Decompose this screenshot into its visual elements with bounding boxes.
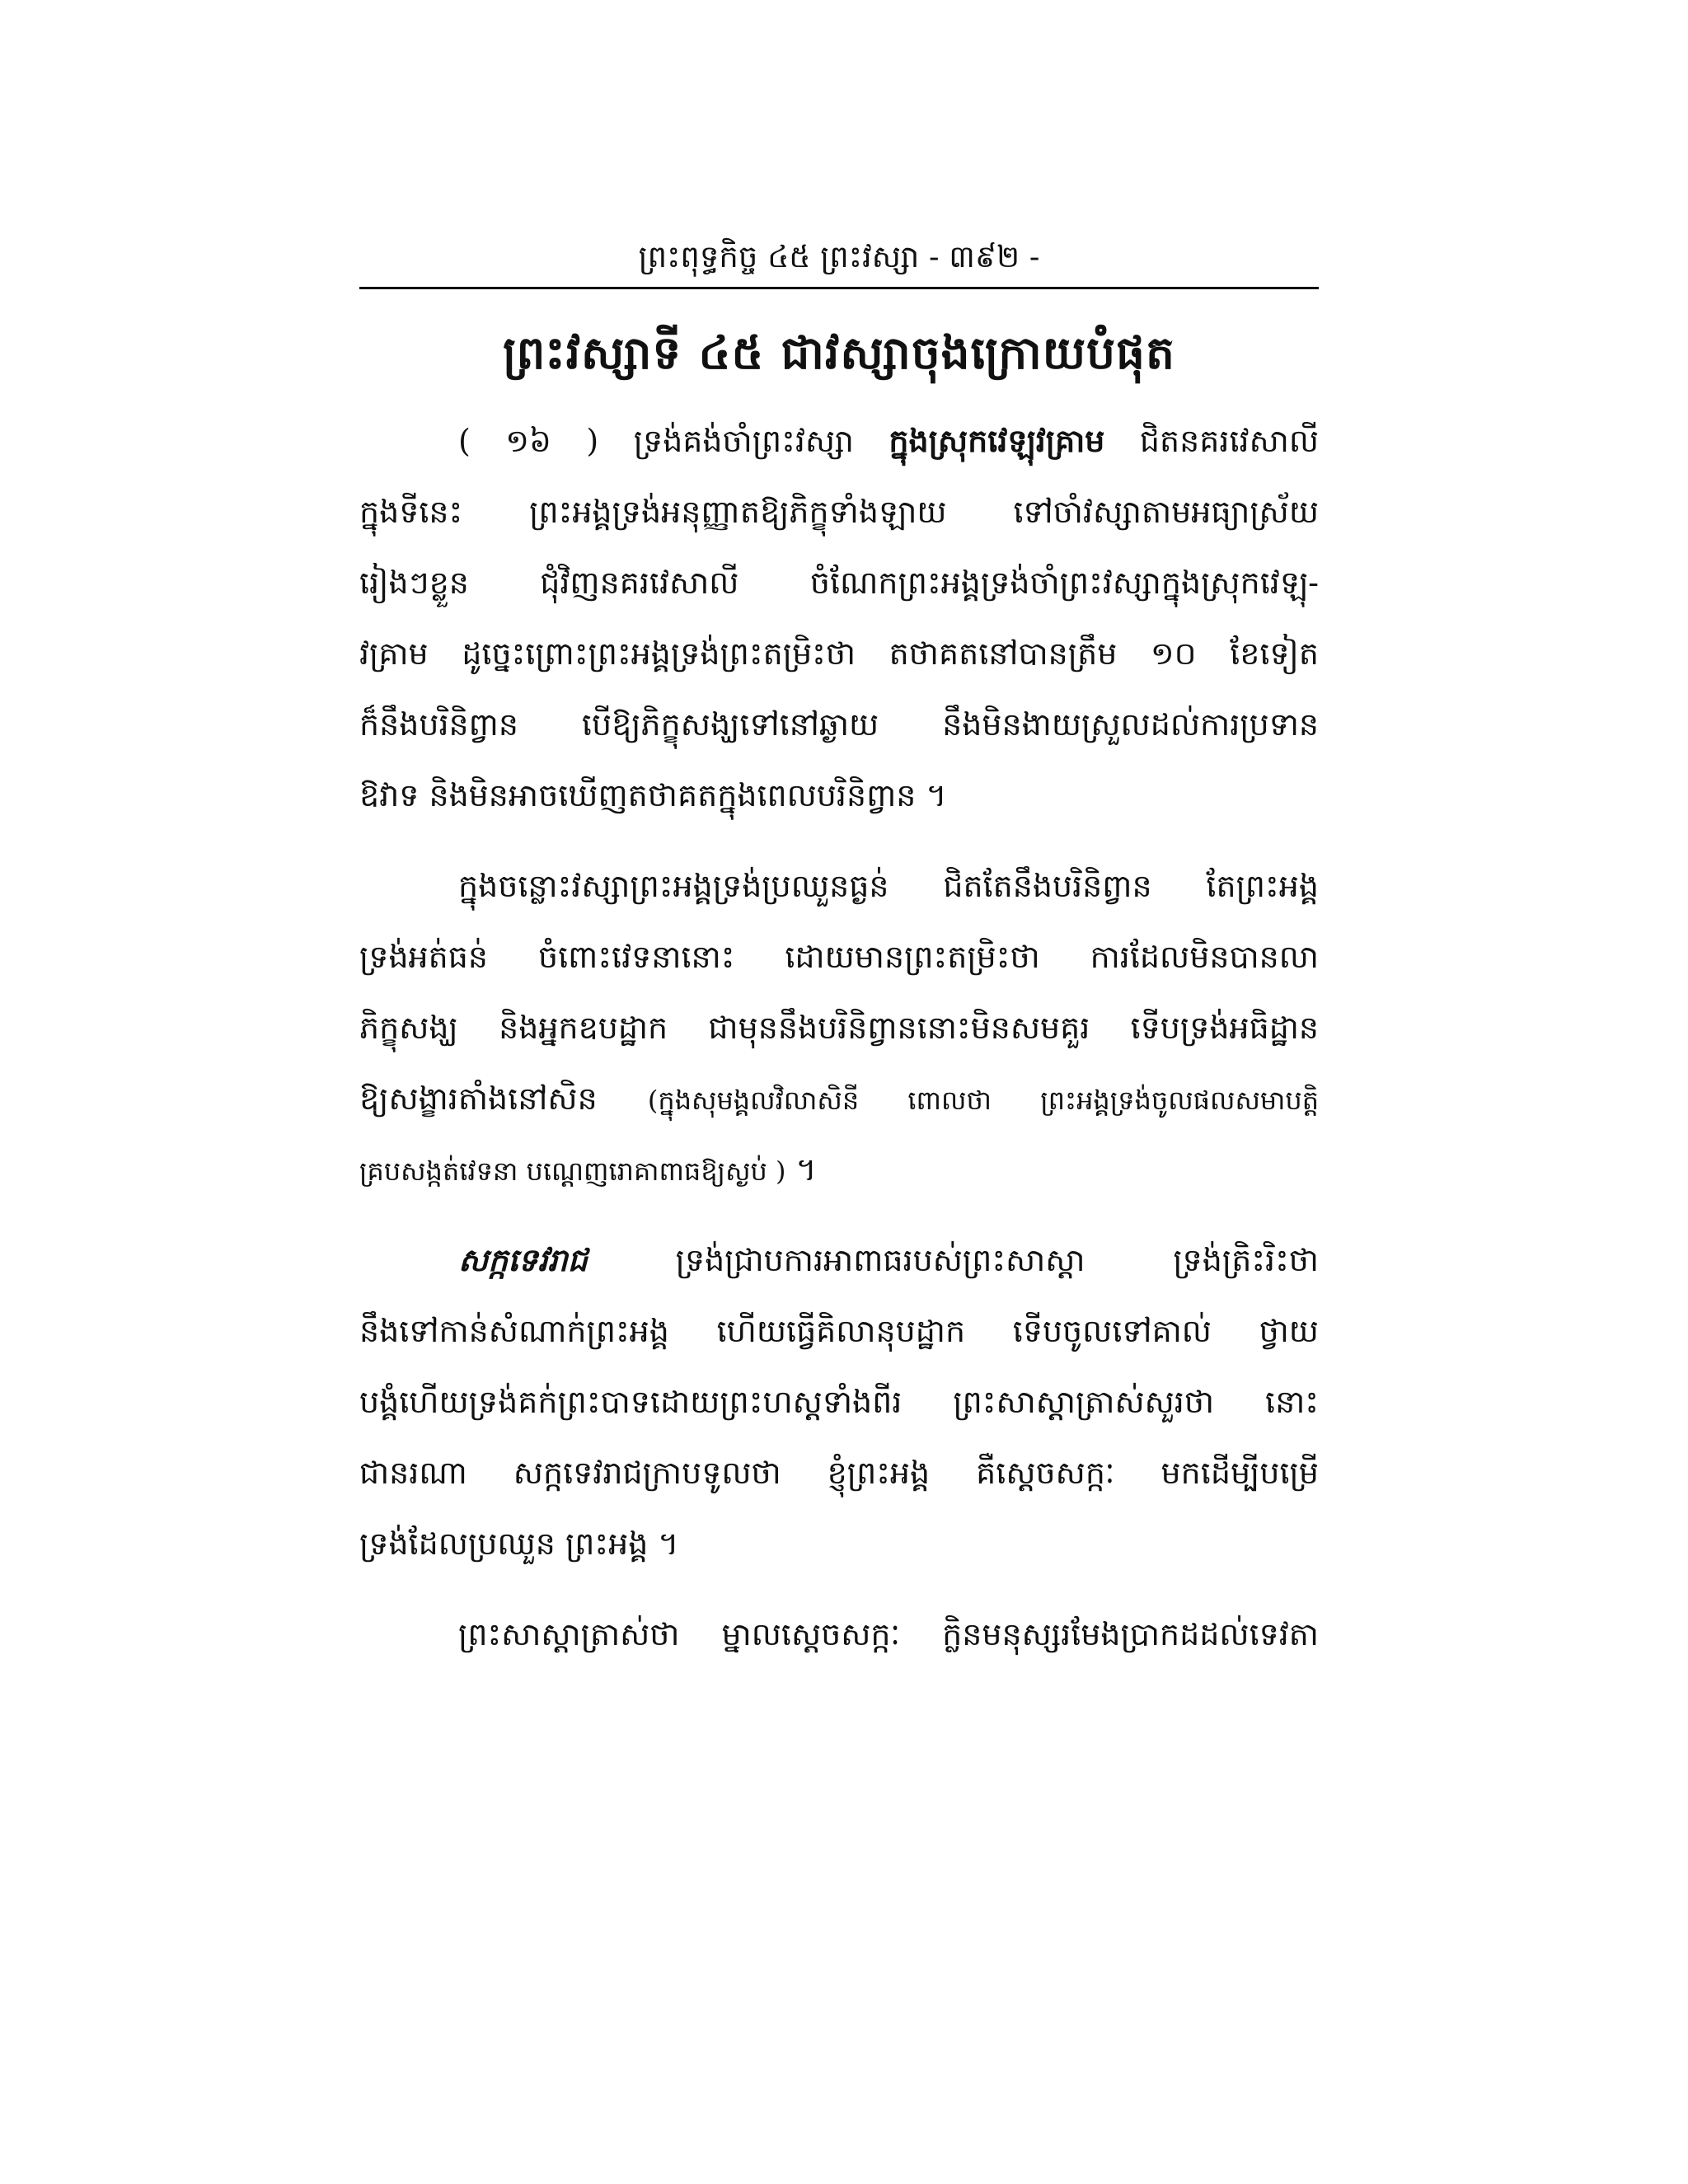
paragraph-2-line-1: ក្នុងចន្លោះវស្សាព្រះអង្គទ្រង់ប្រឈួនធ្ងន់ ជិតតែនឹងបរិនិព្វាន តែព្រះអង្គ bbox=[458, 868, 1319, 904]
paragraph-2-line-3: ភិក្ខុសង្ឃ និងអ្នកឧបដ្ឋាក ជាមុននឹងបរិនិព្វាននោះមិនសមគួរ ទើបទ្រង់អធិដ្ឋាន bbox=[359, 1010, 1319, 1046]
text-span: ទ្រង់ជ្រាបការអាពាធរបស់ព្រះសាស្តា ទ្រង់ត្រិះរិះថា bbox=[675, 1242, 1319, 1278]
text-span: ទ្រង់គង់ចាំព្រះវស្សា bbox=[633, 423, 854, 459]
paragraph-1-line-2: ក្នុងទីនេះ ព្រះអង្គទ្រង់អនុញ្ញាតឱ្យភិក្ខុទាំងឡាយ ទៅចាំវស្សាតាមអធ្យាស្រ័យ bbox=[359, 494, 1319, 530]
header-rule bbox=[359, 287, 1319, 289]
paragraph-2-line-5 bbox=[359, 1134, 1319, 1205]
chapter-title: ព្រះវស្សាទី ៤៥ ជាវស្សាចុងក្រោយបំផុត bbox=[503, 326, 1175, 379]
paragraph-1-line-5: ក៏នឹងបរិនិព្វាន បើឱ្យភិក្ខុសង្ឃទៅនៅឆ្ងាយ នឹងមិនងាយស្រួលដល់ការប្រទាន bbox=[359, 706, 1319, 743]
running-head: ព្រះពុទ្ធកិច្ច ៤៥ ព្រះវស្សា - ៣៩២ - bbox=[638, 239, 1040, 274]
paragraph-gap bbox=[359, 831, 1319, 851]
paragraph-2-line-2: ទ្រង់អត់ធន់ ចំពោះវេទនានោះ ដោយមានព្រះតម្រិះថា ការដែលមិនបានលា bbox=[359, 939, 1319, 975]
paragraph-1-line-6: ឱវាទ និងមិនអាចឃើញតថាគតក្នុងពេលបរិនិព្វាន ។ bbox=[359, 777, 947, 813]
paragraph-3-line-1 bbox=[359, 1225, 1319, 1296]
text-span: ជិតនគរវេសាលី bbox=[1139, 423, 1319, 459]
paragraph-number: ( ១៦ ) bbox=[458, 423, 599, 459]
name-emphasis: សក្កទេវរាជ bbox=[458, 1241, 588, 1278]
paragraph-3-line-5: ទ្រង់ដែលប្រឈួន ព្រះអង្គ ។ bbox=[359, 1526, 679, 1562]
paragraph-1-line-1 bbox=[359, 405, 1319, 476]
footnote-parenthetical: គ្របសង្កត់វេទនា បណ្តេញរោគាពាធឱ្យស្ងប់ ) bbox=[359, 1155, 786, 1187]
place-name-emphasis: ក្នុងស្រុកវេឡុវគ្រាម bbox=[889, 422, 1105, 459]
paragraph-4-line-1: ព្រះសាស្តាត្រាស់ថា ម្នាលស្តេចសក្កៈ ក្លិនមនុស្សរមែងប្រាកដដល់ទេវតា bbox=[458, 1616, 1319, 1652]
paragraph-gap bbox=[359, 1579, 1319, 1599]
paragraph-3-line-4: ជានរណា សក្កទេវរាជក្រាបទូលថា ខ្ញុំព្រះអង្គ គឺស្តេចសក្កៈ មកដើម្បីបម្រើ bbox=[359, 1455, 1319, 1491]
paragraph-1-line-4: វគ្រាម ដូច្នេះព្រោះព្រះអង្គទ្រង់ព្រះតម្រិះថា តថាគតនៅបានត្រឹម ១០ ខែទៀត bbox=[359, 635, 1319, 672]
paragraph-3-line-3: បង្គំហើយទ្រង់គក់ព្រះបាទដោយព្រះហស្តទាំងពីរ ព្រះសាស្តាត្រាស់សួរថា នោះ bbox=[359, 1384, 1319, 1420]
paragraph-2-line-4 bbox=[359, 1063, 1319, 1134]
footnote-parenthetical: (ក្នុងសុមង្គលវិលាសិនី ពោលថា ព្រះអង្គទ្រង់ចូលផលសមាបត្តិ bbox=[647, 1085, 1319, 1116]
paragraph-1-line-3: រៀងៗខ្លួន ជុំវិញនគរវេសាលី ចំណែកព្រះអង្គទ្រង់ចាំព្រះវស្សាក្នុងស្រុកវេឡុ- bbox=[359, 565, 1319, 601]
text-span: ឱ្យសង្ខារតាំងនៅសិន bbox=[359, 1080, 598, 1117]
paragraph-3-line-2: នឹងទៅកាន់សំណាក់ព្រះអង្គ ហើយធ្វើគិលានុបដ្ឋាក ទើបចូលទៅគាល់ ថ្វាយ bbox=[359, 1313, 1319, 1349]
body-text bbox=[359, 405, 1319, 1670]
paragraph-gap bbox=[359, 1205, 1319, 1225]
text-span: ។ bbox=[795, 1151, 817, 1188]
